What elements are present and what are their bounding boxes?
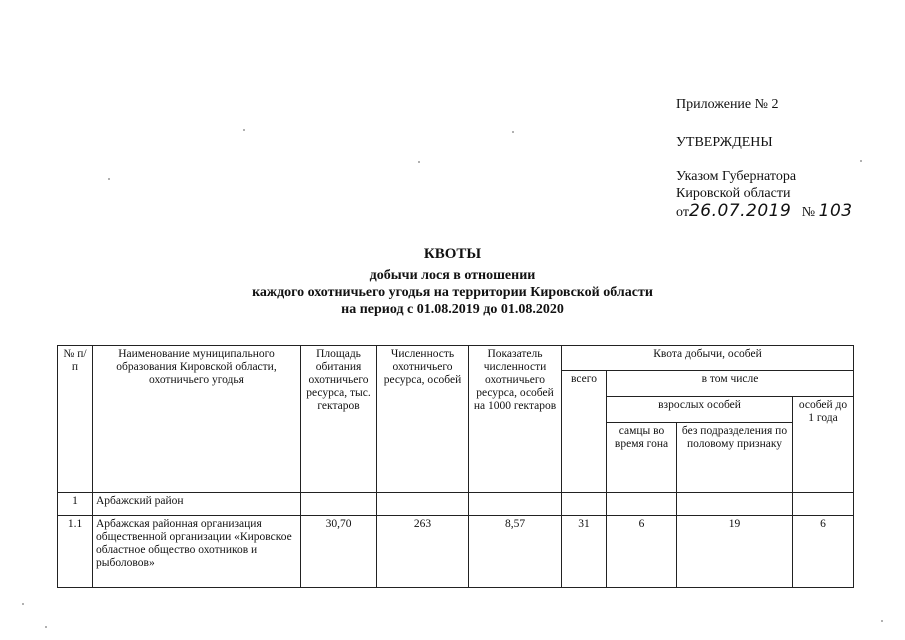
scan-speck	[860, 160, 862, 162]
cell-nosex	[677, 493, 793, 516]
cell-density	[469, 493, 562, 516]
header-nosex: без подразделения по половому признаку	[677, 423, 793, 493]
cell-total: 31	[562, 516, 607, 588]
cell-males	[607, 493, 677, 516]
header-total: всего	[562, 371, 607, 493]
scan-speck	[243, 129, 245, 131]
number-prefix: №	[801, 205, 816, 220]
cell-name: Арбажский район	[93, 493, 301, 516]
cell-count	[377, 493, 469, 516]
cell-name: Арбажская районная организация общественной организации «Кировское областное общество охотников и рыболовов»	[93, 516, 301, 588]
decree-line-2: Кировской области	[676, 186, 791, 201]
cell-males: 6	[607, 516, 677, 588]
title-line-2: добычи лося в отношении	[369, 268, 536, 283]
cell-density: 8,57	[469, 516, 562, 588]
cell-no: 1.1	[58, 516, 93, 588]
cell-area: 30,70	[301, 516, 377, 588]
decree-line-1: Указом Губернатора	[676, 169, 797, 184]
table-row	[58, 516, 854, 588]
header-name: Наименование муниципального образования Кировской области, охотничьего угодья	[93, 346, 301, 493]
cell-under1: 6	[793, 516, 854, 588]
quota-table	[57, 345, 854, 588]
handwritten-number: 103	[818, 201, 853, 221]
cell-count: 263	[377, 516, 469, 588]
header-area: Площадь обитания охотничьего ресурса, тыс. гектаров	[301, 346, 377, 493]
scan-speck	[108, 178, 110, 180]
scan-speck	[22, 603, 24, 605]
header-count: Численность охотничьего ресурса, особей	[377, 346, 469, 493]
scan-speck	[512, 131, 514, 133]
table-row	[58, 493, 854, 516]
decree-date-number	[676, 202, 853, 222]
approved-label: УТВЕРЖДЕНЫ	[676, 135, 773, 150]
header-including: в том числе	[607, 371, 854, 397]
header-under1: особей до 1 года	[793, 397, 854, 493]
title-main: КВОТЫ	[423, 246, 482, 262]
date-prefix: от	[676, 205, 689, 220]
header-no: № п/п	[58, 346, 93, 493]
cell-total	[562, 493, 607, 516]
scan-speck	[45, 626, 47, 628]
header-density: Показатель численности охотничьего ресурса, особей на 1000 гектаров	[469, 346, 562, 493]
cell-nosex: 19	[677, 516, 793, 588]
cell-area	[301, 493, 377, 516]
header-quota: Квота добычи, особей	[562, 346, 854, 371]
header-adults: взрослых особей	[607, 397, 793, 423]
handwritten-date: 26.07.2019	[688, 201, 792, 221]
cell-no: 1	[58, 493, 93, 516]
header-males: самцы во время гона	[607, 423, 677, 493]
annex-label: Приложение № 2	[676, 97, 779, 112]
scan-speck	[418, 161, 420, 163]
title-line-3: каждого охотничьего угодья на территории Кировской области	[252, 285, 653, 300]
scan-speck	[881, 620, 883, 622]
cell-under1	[793, 493, 854, 516]
title-line-4: на период с 01.08.2019 до 01.08.2020	[341, 302, 564, 317]
